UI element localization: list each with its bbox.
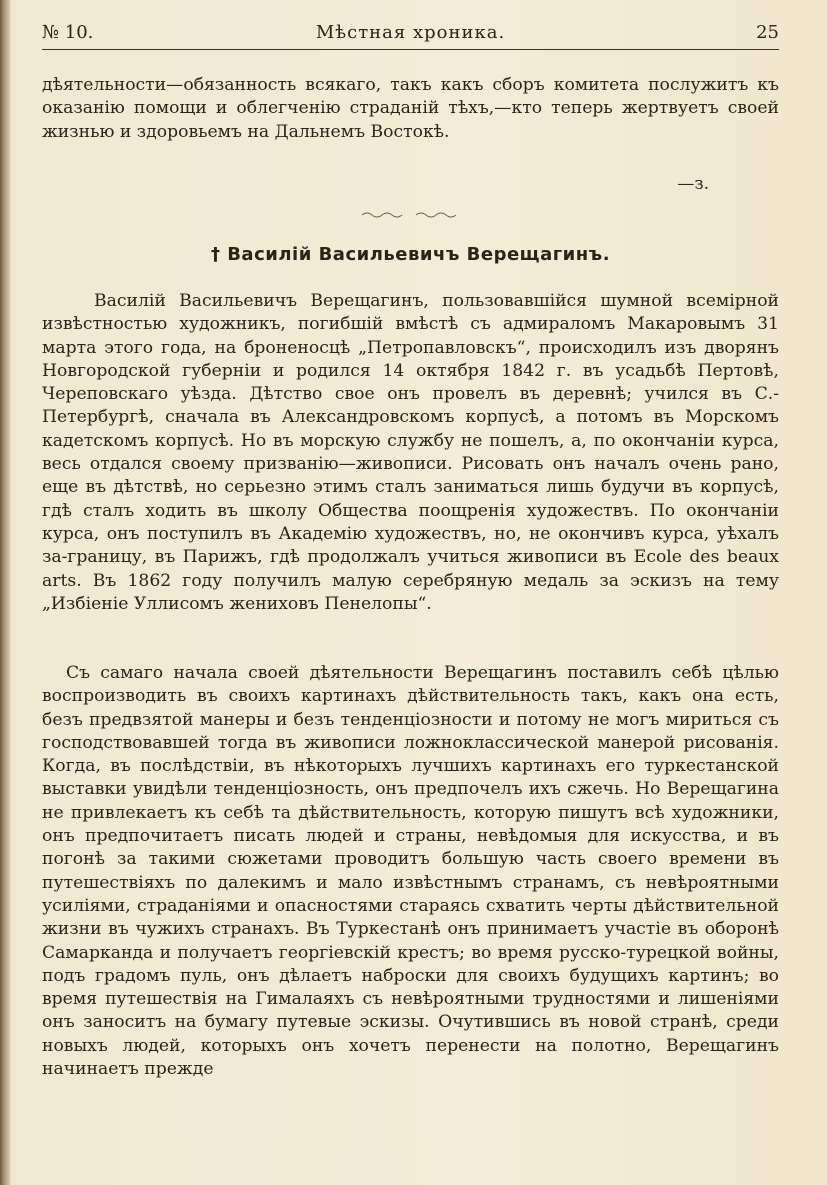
article-title: † Василій Васильевичъ Верещагинъ. — [210, 244, 611, 265]
issue-number: № 10. — [42, 22, 94, 43]
section-title: Мѣстная хроника. — [315, 22, 506, 43]
signature: —з. — [677, 174, 709, 194]
article-paragraph-2: Съ самаго начала своей дѣятельности Верещагинъ поставилъ себѣ цѣлью воспроизводить въ своихъ картинахъ дѣйствительность такъ, какъ она есть, безъ предвзятой манеры и безъ тенденціозности и потому не могъ мириться съ господствовавшей тогда въ живописи ложноклассической манерой рисованія. Когда, въ послѣдствіи, въ нѣкоторыхъ лучшихъ картинахъ его туркестанской выставки увидѣли тенденціозность, онъ предпочелъ ихъ сжечь. Но Верещагина не привлекаетъ къ себѣ та дѣйствительность, которую пишутъ всѣ художники, онъ предпочитаетъ писать людей и страны, невѣдомыя для искусства, и въ погонѣ за такими сюжетами проводитъ большую часть своего времени въ путешествіяхъ по далекимъ и мало извѣстнымъ странамъ, съ невѣроятными усиліями, страданіями и опасностями стараясь схватить черты дѣйствительной жизни въ чужихъ странахъ. Въ Туркестанѣ онъ принимаетъ участіе въ оборонѣ Самарканда и получаетъ георгіевскій крестъ; во время русско-турецкой войны, подъ градомъ пуль, онъ дѣлаетъ наброски для своихъ будущихъ картинъ; во время путешествія на Гималаяхъ съ невѣроятными трудностями и лишеніями онъ заноситъ на бумагу путевые эскизы. Очутившись въ новой странѣ, среди новыхъ людей, которыхъ онъ хочетъ перенести на полотно, Верещагинъ начинаетъ прежде — [42, 663, 779, 1080]
article-paragraph-1: Василій Васильевичъ Верещагинъ, пользовавшійся шумной всемірной извѣстностью художникъ, погибшій вмѣстѣ съ адмираломъ Макаровымъ 31 марта этого года, на броненосцѣ „Петропавловскъ“, происходилъ изъ дворянъ Новгородской губерніи и родился 14 октября 1842 г. въ усадьбѣ Пертовѣ, Череповскаго уѣзда. Дѣтство свое онъ провелъ въ деревнѣ; учился въ С.-Петербургѣ, сначала въ Александровскомъ корпусѣ, а потомъ въ Морскомъ кадетскомъ корпусѣ. Но въ морскую службу не пошелъ, а, по окончаніи курса, весь отдался своему призванію—живописи. Рисовать онъ началъ очень рано, еще въ дѣтствѣ, но серьезно этимъ сталъ заниматься лишь будучи въ корпусѣ, гдѣ сталъ ходить въ школу Общества поощренія художествъ. По окончаніи курса, онъ поступилъ въ Академію художествъ, но, не окончивъ курса, уѣхалъ за-границу, въ Парижъ, гдѣ продолжалъ учиться живописи въ Ecole des beaux arts. Въ 1862 году получилъ малую серебряную медаль за эскизъ на тему „Избіеніе Уллисомъ жениховъ Пенелопы“. — [42, 291, 779, 614]
running-header — [42, 20, 779, 46]
wavy-ornament-icon — [360, 210, 460, 220]
header-rule — [42, 49, 779, 50]
binding-edge — [0, 0, 10, 1185]
page-number: 25 — [756, 22, 779, 43]
intro-paragraph: дѣятельности—обязанность всякаго, такъ какъ сборъ комитета послужитъ къ оказанію помощи и облегченію страданій тѣхъ,—кто теперь жертвуетъ своей жизнью и здоровьемъ на Дальнемъ Востокѣ. — [42, 75, 779, 142]
